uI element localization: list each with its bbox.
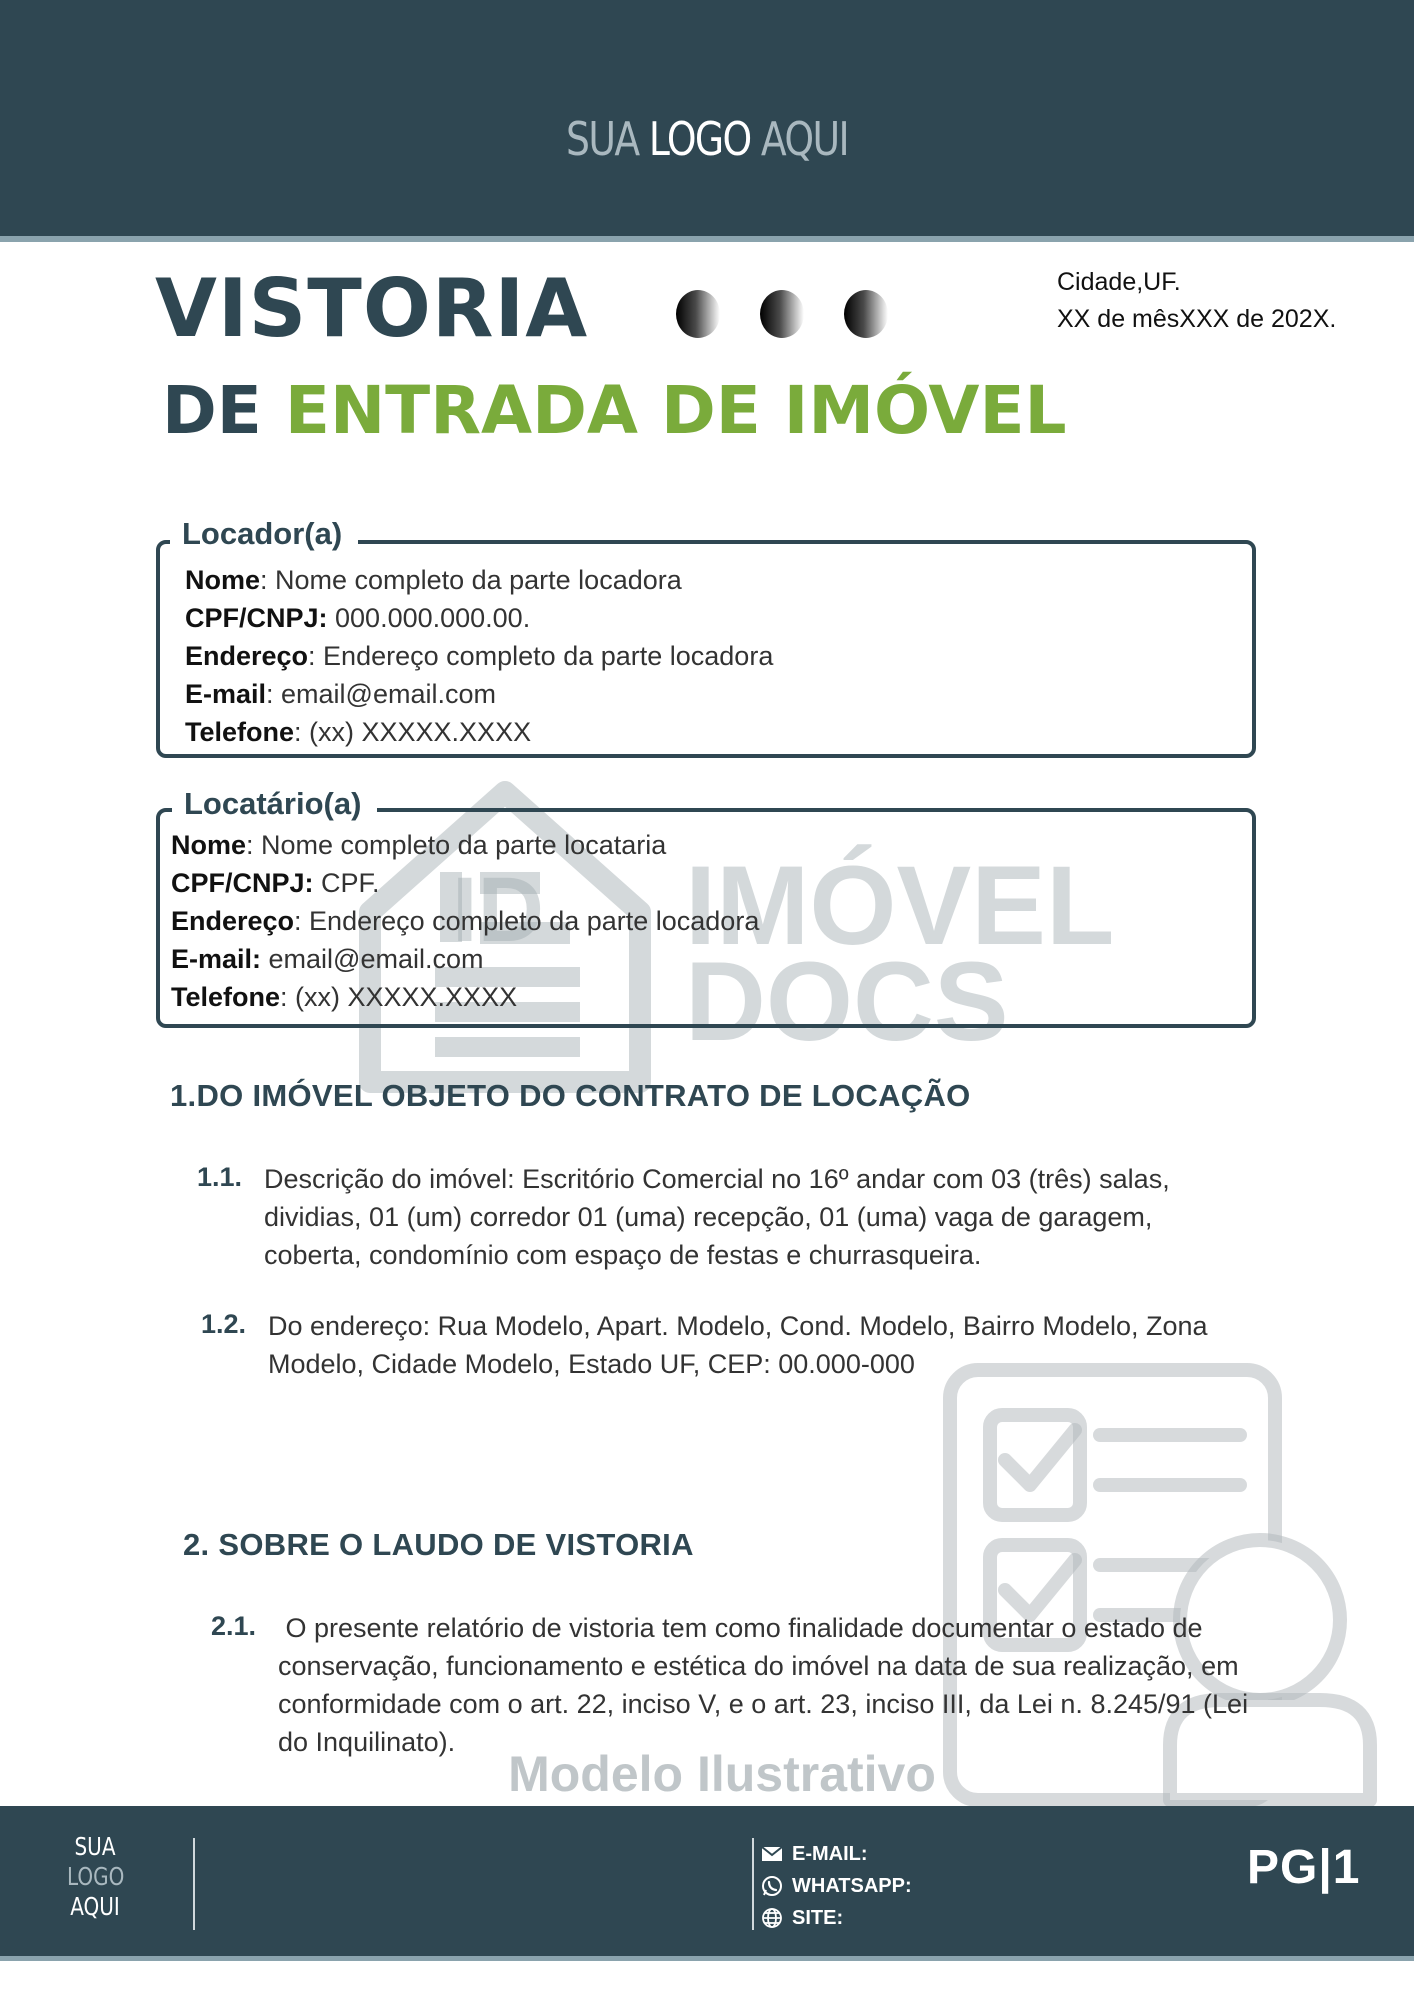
locatario-nome-value: : Nome completo da parte locataria bbox=[246, 830, 667, 860]
footer-divider bbox=[0, 1956, 1414, 1961]
dot-3 bbox=[844, 290, 888, 338]
locatario-nome-label: Nome bbox=[171, 830, 247, 860]
item-1-2-number: 1.2. bbox=[201, 1309, 247, 1339]
footer-separator-contacts bbox=[752, 1838, 754, 1930]
watermark-line2: DOCS bbox=[685, 939, 1009, 1064]
globe-icon bbox=[760, 1906, 784, 1930]
locador-telefone-label: Telefone bbox=[185, 717, 295, 747]
locador-cpf-label: CPF/CNPJ: bbox=[185, 603, 328, 633]
locador-cpf-value: 000.000.000.00. bbox=[327, 603, 531, 633]
item-2-1-line: conformidade com o art. 22, inciso V, e o art. 23, inciso III, da Lei n. 8.245/91 (Lei bbox=[278, 1689, 1249, 1719]
locatario-nome-row bbox=[171, 826, 759, 864]
item-1-2-text bbox=[268, 1307, 1208, 1383]
envelope-icon bbox=[760, 1842, 784, 1866]
item-1-1-line: Descrição do imóvel: Escritório Comercial no 16º andar com 03 (três) salas, bbox=[264, 1164, 1170, 1194]
footer-logo-part2: LOGO bbox=[67, 1862, 125, 1891]
footer-whatsapp[interactable] bbox=[760, 1870, 912, 1902]
locatario-email-row bbox=[171, 940, 759, 978]
locador-email-value: : email@email.com bbox=[266, 679, 496, 709]
page-number: PG|1 bbox=[1247, 1841, 1361, 1894]
footer-whatsapp-label: WHATSAPP: bbox=[792, 1874, 912, 1897]
footer-band bbox=[0, 1806, 1414, 1956]
footer-contacts bbox=[760, 1838, 912, 1934]
locatario-telefone-value: : (xx) XXXXX.XXXX bbox=[280, 982, 518, 1012]
locatario-email-label: E-mail: bbox=[171, 944, 262, 974]
footer-logo-part3: AQUI bbox=[70, 1892, 120, 1921]
watermark-modelo-text: Modelo Ilustrativo bbox=[508, 1746, 936, 1802]
item-1-2-line: Do endereço: Rua Modelo, Apart. Modelo, Cond. Modelo, Bairro Modelo, Zona bbox=[268, 1311, 1208, 1341]
watermark-line1: IMÓVEL bbox=[685, 843, 1115, 968]
locador-nome-value: : Nome completo da parte locadora bbox=[260, 565, 682, 595]
locatario-cpf-value: CPF. bbox=[313, 868, 380, 898]
locador-cpf-row bbox=[185, 599, 773, 637]
locador-nome-label: Nome bbox=[185, 565, 261, 595]
footer-email-label: E-MAIL: bbox=[792, 1842, 868, 1865]
date-text: XX de mêsXXX de 202X. bbox=[1057, 305, 1337, 333]
header-logo-part1: SUA bbox=[566, 112, 639, 166]
footer-separator-left bbox=[193, 1838, 195, 1930]
locatario-title: Locatário(a) bbox=[172, 786, 377, 822]
header-divider bbox=[0, 236, 1414, 242]
whatsapp-icon bbox=[760, 1874, 784, 1898]
locador-details bbox=[185, 561, 773, 751]
header-logo-part2: LOGO bbox=[648, 112, 751, 166]
item-2-1-text bbox=[278, 1609, 1248, 1761]
locador-endereco-row bbox=[185, 637, 773, 675]
page-subtitle bbox=[162, 372, 1067, 449]
city-text: Cidade,UF. bbox=[1057, 268, 1181, 296]
watermark-id: ID bbox=[452, 859, 544, 961]
footer-email[interactable] bbox=[760, 1838, 912, 1870]
item-2-1-line: do Inquilinato). bbox=[278, 1727, 456, 1757]
dot-2 bbox=[760, 290, 804, 338]
footer-logo-part1: SUA bbox=[74, 1832, 116, 1861]
locador-telefone-value: : (xx) XXXXX.XXXX bbox=[294, 717, 532, 747]
locatario-details bbox=[171, 826, 759, 1016]
locador-email-label: E-mail bbox=[185, 679, 267, 709]
locador-nome-row bbox=[185, 561, 773, 599]
item-1-1-number: 1.1. bbox=[197, 1162, 243, 1192]
locador-telefone-row bbox=[185, 713, 773, 751]
locatario-endereco-row bbox=[171, 902, 759, 940]
locador-title: Locador(a) bbox=[170, 516, 358, 552]
header-logo-part3: AQUI bbox=[760, 112, 848, 166]
locador-endereco-label: Endereço bbox=[185, 641, 309, 671]
item-1-1-text bbox=[264, 1160, 1170, 1274]
locatario-telefone-label: Telefone bbox=[171, 982, 281, 1012]
item-1-2-line: Modelo, Cidade Modelo, Estado UF, CEP: 00.000-000 bbox=[268, 1349, 915, 1379]
place-date bbox=[1057, 264, 1336, 338]
section2-title: 2. SOBRE O LAUDO DE VISTORIA bbox=[183, 1527, 694, 1562]
locatario-cpf-row bbox=[171, 864, 759, 902]
footer-site-label: SITE: bbox=[792, 1906, 844, 1929]
item-1-1-line: coberta, condomínio com espaço de festas e churrasqueira. bbox=[264, 1240, 982, 1270]
footer-site[interactable] bbox=[760, 1902, 912, 1934]
header-logo bbox=[127, 112, 1286, 166]
locador-endereco-value: : Endereço completo da parte locadora bbox=[308, 641, 774, 671]
locatario-cpf-label: CPF/CNPJ: bbox=[171, 868, 314, 898]
locatario-telefone-row bbox=[171, 978, 759, 1016]
locatario-endereco-label: Endereço bbox=[171, 906, 295, 936]
section1-title: 1.DO IMÓVEL OBJETO DO CONTRATO DE LOCAÇÃO bbox=[170, 1078, 971, 1113]
subtitle-highlight: ENTRADA DE IMÓVEL bbox=[284, 372, 1067, 449]
dot-1 bbox=[676, 290, 720, 338]
locatario-endereco-value: : Endereço completo da parte locadora bbox=[294, 906, 760, 936]
item-2-1-line: O presente relatório de vistoria tem como finalidade documentar o estado de bbox=[278, 1613, 1203, 1643]
locatario-email-value: email@email.com bbox=[261, 944, 484, 974]
item-1-1-line: dividias, 01 (um) corredor 01 (uma) recepção, 01 (uma) vaga de garagem, bbox=[264, 1202, 1153, 1232]
item-2-1-number: 2.1. bbox=[211, 1611, 257, 1641]
locador-email-row bbox=[185, 675, 773, 713]
page-title: VISTORIA bbox=[155, 262, 589, 355]
subtitle-prefix: DE bbox=[162, 372, 262, 449]
item-2-1-line: conservação, funcionamento e estética do imóvel na data de sua realização, em bbox=[278, 1651, 1239, 1681]
footer-logo bbox=[67, 1832, 123, 1922]
